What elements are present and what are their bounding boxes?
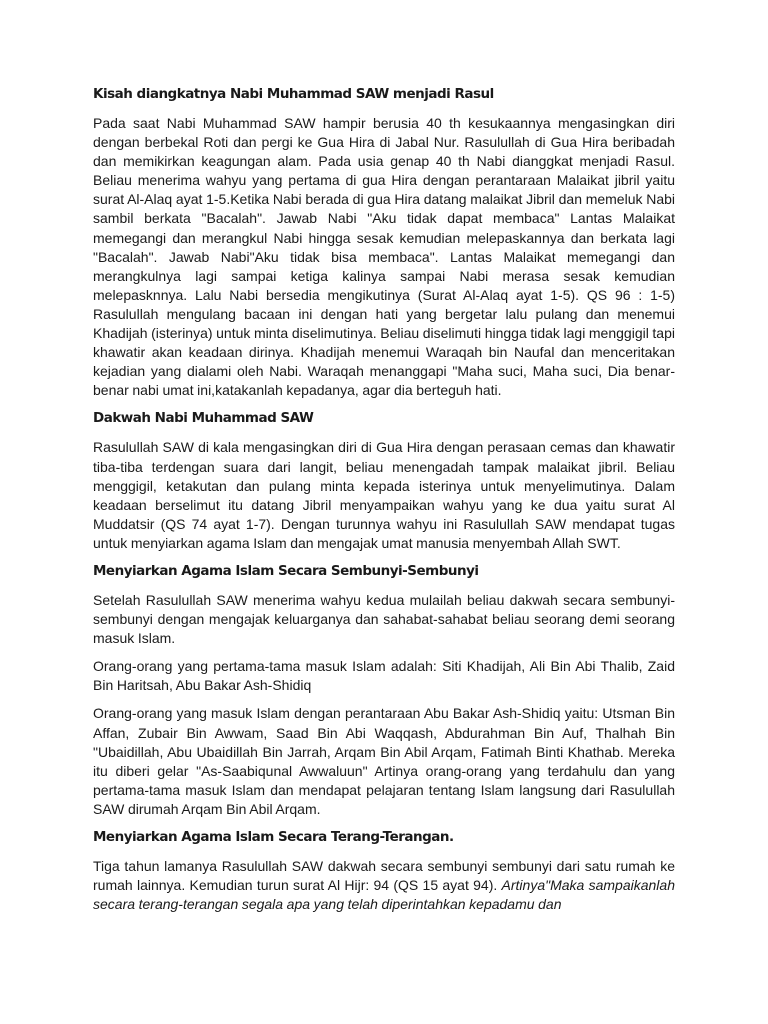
section-dakwah <box>93 409 675 553</box>
quran-translation-italic: Artinya"Maka sampaikanlah secara terang-terangan segala apa yang telah diperintahkan kepadamu dan <box>93 877 675 913</box>
section-terang <box>93 828 675 914</box>
paragraph: Rasulullah SAW di kala mengasingkan diri di Gua Hira dengan perasaan cemas dan khawatir tiba-tiba terdengan suara dari langit, beliau menengadah tampak malaikat jibril. Beliau menggigil, ketakutan dan pulang minta kepada isterinya untuk menyelimutinya. Dalam keadaan berselimut itu datang Jibril menyampaikan wahyu yang ke dua yaitu surat Al Muddatsir (QS 74 ayat 1-7). Dengan turunnya wahyu ini Rasulullah SAW mendapat tugas untuk menyiarkan agama Islam dan mengajak umat manusia menyembah Allah SWT. <box>93 439 675 551</box>
paragraph: Orang-orang yang masuk Islam dengan perantaraan Abu Bakar Ash-Shidiq yaitu: Utsman Bin Affan, Zubair Bin Awwam, Saad Bin Abi Waqqash, Abdurahman Bin Auf, Thalhah Bin "Ubaidillah, Abu Ubaidillah Bin Jarrah, Arqam Bin Abil Arqam, Fatimah Binti Khathab. Mereka itu diberi gelar "As-Saabiqunal Awwaluun" Artinya orang-orang yang terdahulu dan yang pertama-tama masuk Islam dan mendapat pelajaran tentang Islam langsung dari Rasulullah SAW dirumah Arqam Bin Abil Arqam. <box>93 705 675 817</box>
section-heading: Dakwah Nabi Muhammad SAW <box>93 410 314 427</box>
section-sembunyi <box>93 562 675 819</box>
paragraph <box>93 857 675 914</box>
section-heading: Kisah diangkatnya Nabi Muhammad SAW menjadi Rasul <box>93 86 494 102</box>
section-kisah <box>93 85 675 400</box>
document-page <box>93 85 675 923</box>
paragraph-text: Tiga tahun lamanya Rasulullah SAW dakwah secara sembunyi sembunyi dari satu rumah ke rumah lainnya. Kemudian turun surat Al Hijr: 94 (QS 15 ayat 94). <box>93 858 675 894</box>
section-heading: Menyiarkan Agama Islam Secara Terang-Terangan. <box>93 829 454 845</box>
section-heading: Menyiarkan Agama Islam Secara Sembunyi-Sembunyi <box>93 562 479 579</box>
paragraph: Pada saat Nabi Muhammad SAW hampir berusia 40 th kesukaannya mengasingkan diri dengan berbekal Roti dan pergi ke Gua Hira di Jabal Nur. Rasulullah di Gua Hira beribadah dan memikirkan keagungan alam. Pada usia genap 40 th Nabi dianggkat menjadi Rasul. Beliau menerima wahyu yang pertama di gua Hira dengan perantaraan Malaikat jibril yaitu surat Al-Alaq ayat 1-5.Ketika Nabi berada di gua Hira datang malaikat Jibril dan memeluk Nabi sambil berkata "Bacalah". Jawab Nabi "Aku tidak dapat membaca" Lantas Malaikat memegangi dan merangkul Nabi hingga sesak kemudian melepaskannya dan berkata lagi "Bacalah". Jawab Nabi"Aku tidak bisa membaca". Lantas Malaikat memegangi dan merangkulnya lagi sampai ketiga kalinya sampai Nabi merasa sesak kemudian melepasknnya. Lalu Nabi bersedia mengikutinya (Surat Al-Alaq ayat 1-5). QS 96 : 1-5) Rasulullah mengulang bacaan ini dengan hati yang bergetar lalu pulang dan menemui Khadijah (isterinya) untuk minta diselimutinya. Beliau diselimuti hingga tidak lagi menggigil tapi khawatir akan keadaan dirinya. Khadijah menemui Waraqah bin Naufal dan menceritakan kejadian yang dialami oleh Nabi. Waraqah menanggapi "Maha suci, Maha suci, Dia benar-benar nabi umat ini,katakanlah kepadanya, agar dia berteguh hati. <box>93 115 675 399</box>
paragraph: Orang-orang yang pertama-tama masuk Islam adalah: Siti Khadijah, Ali Bin Abi Thalib, Zaid Bin Haritsah, Abu Bakar Ash-Shidiq <box>93 658 675 694</box>
paragraph: Setelah Rasulullah SAW menerima wahyu kedua mulailah beliau dakwah secara sembunyi-sembunyi dengan mengajak keluarganya dan sahabat-sahabat beliau seorang demi seorang masuk Islam. <box>93 591 675 647</box>
